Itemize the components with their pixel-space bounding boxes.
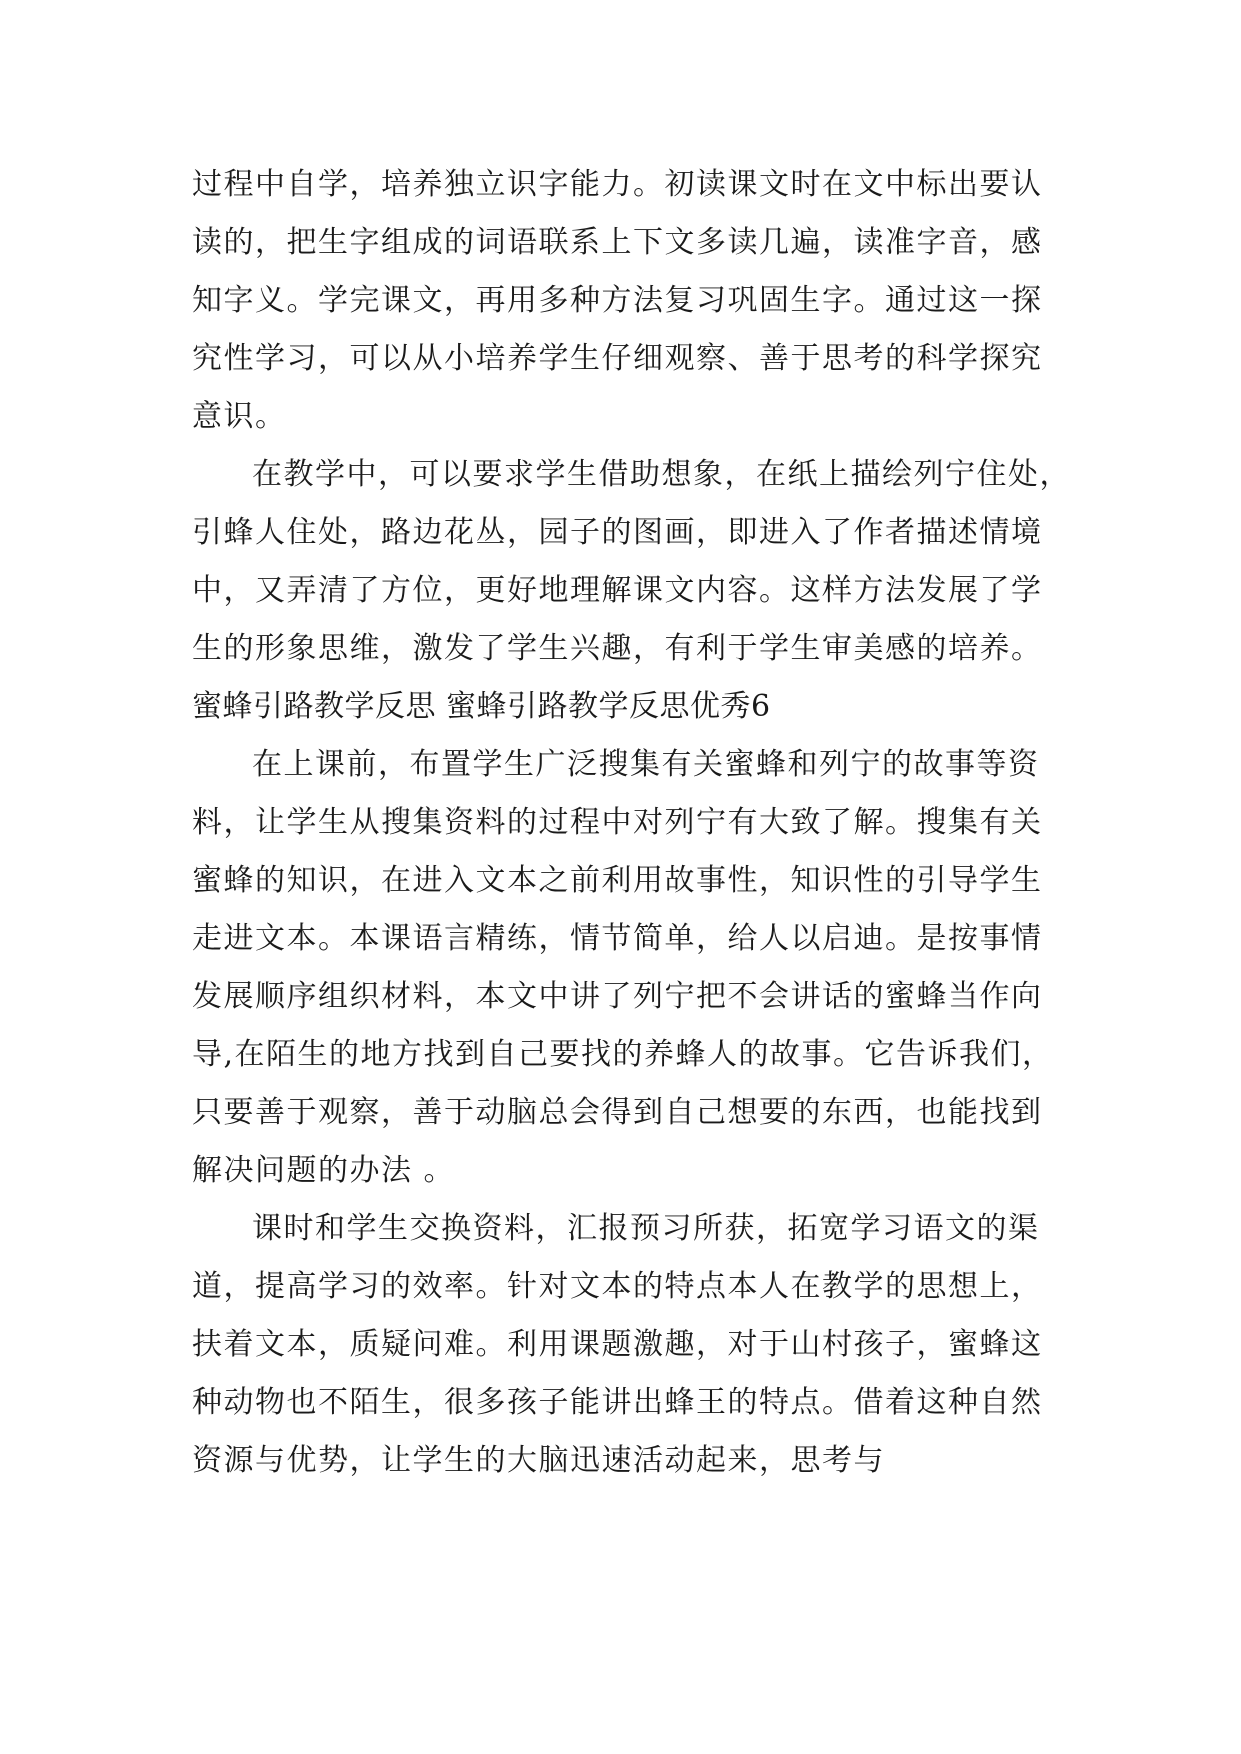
paragraph-imagination: 在教学中，可以要求学生借助想象，在纸上描绘列宁住处，引蜂人住处，路边花丛，园子的图画，即进入了作者描述情境中，又弄清了方位，更好地理解课文内容。这样方法发展了学生的形象思维，激发了学生兴趣，有利于学生审美感的培养。: [192, 457, 1071, 666]
paragraph-exchange: 课时和学生交换资料，汇报预习所获，拓宽学习语文的渠道，提高学习的效率。针对文本的特点本人在教学的思想上，扶着文本，质疑问难。利用课题激趣，对于山村孩子，蜜蜂这种动物也不陌生，很多孩子能讲出蜂王的特点。借着这种自然资源与优势，让学生的大脑迅速活动起来，思考与: [192, 1211, 1043, 1478]
paragraph-continuation: 过程中自学，培养独立识字能力。初读课文时在文中标出要认读的，把生字组成的词语联系上下文多读几遍，读准字音，感知字义。学完课文，再用多种方法复习巩固生字。通过这一探究性学习，可以从小培养学生仔细观察、善于思考的科学探究意识。: [192, 167, 1043, 434]
document-body: [192, 156, 1072, 1490]
section-heading: 蜜蜂引路教学反思 蜜蜂引路教学反思优秀6: [192, 689, 771, 724]
paragraph-preparation: 在上课前，布置学生广泛搜集有关蜜蜂和列宁的故事等资料，让学生从搜集资料的过程中对列宁有大致了解。搜集有关蜜蜂的知识，在进入文本之前利用故事性，知识性的引导学生走进文本。本课语言精练，情节简单，给人以启迪。是按事情发展顺序组织材料，本文中讲了列宁把不会讲话的蜜蜂当作向导,在陌生的地方找到自己要找的养蜂人的故事。它告诉我们，只要善于观察，善于动脑总会得到自己想要的东西，也能找到解决问题的办法 。: [192, 747, 1054, 1188]
